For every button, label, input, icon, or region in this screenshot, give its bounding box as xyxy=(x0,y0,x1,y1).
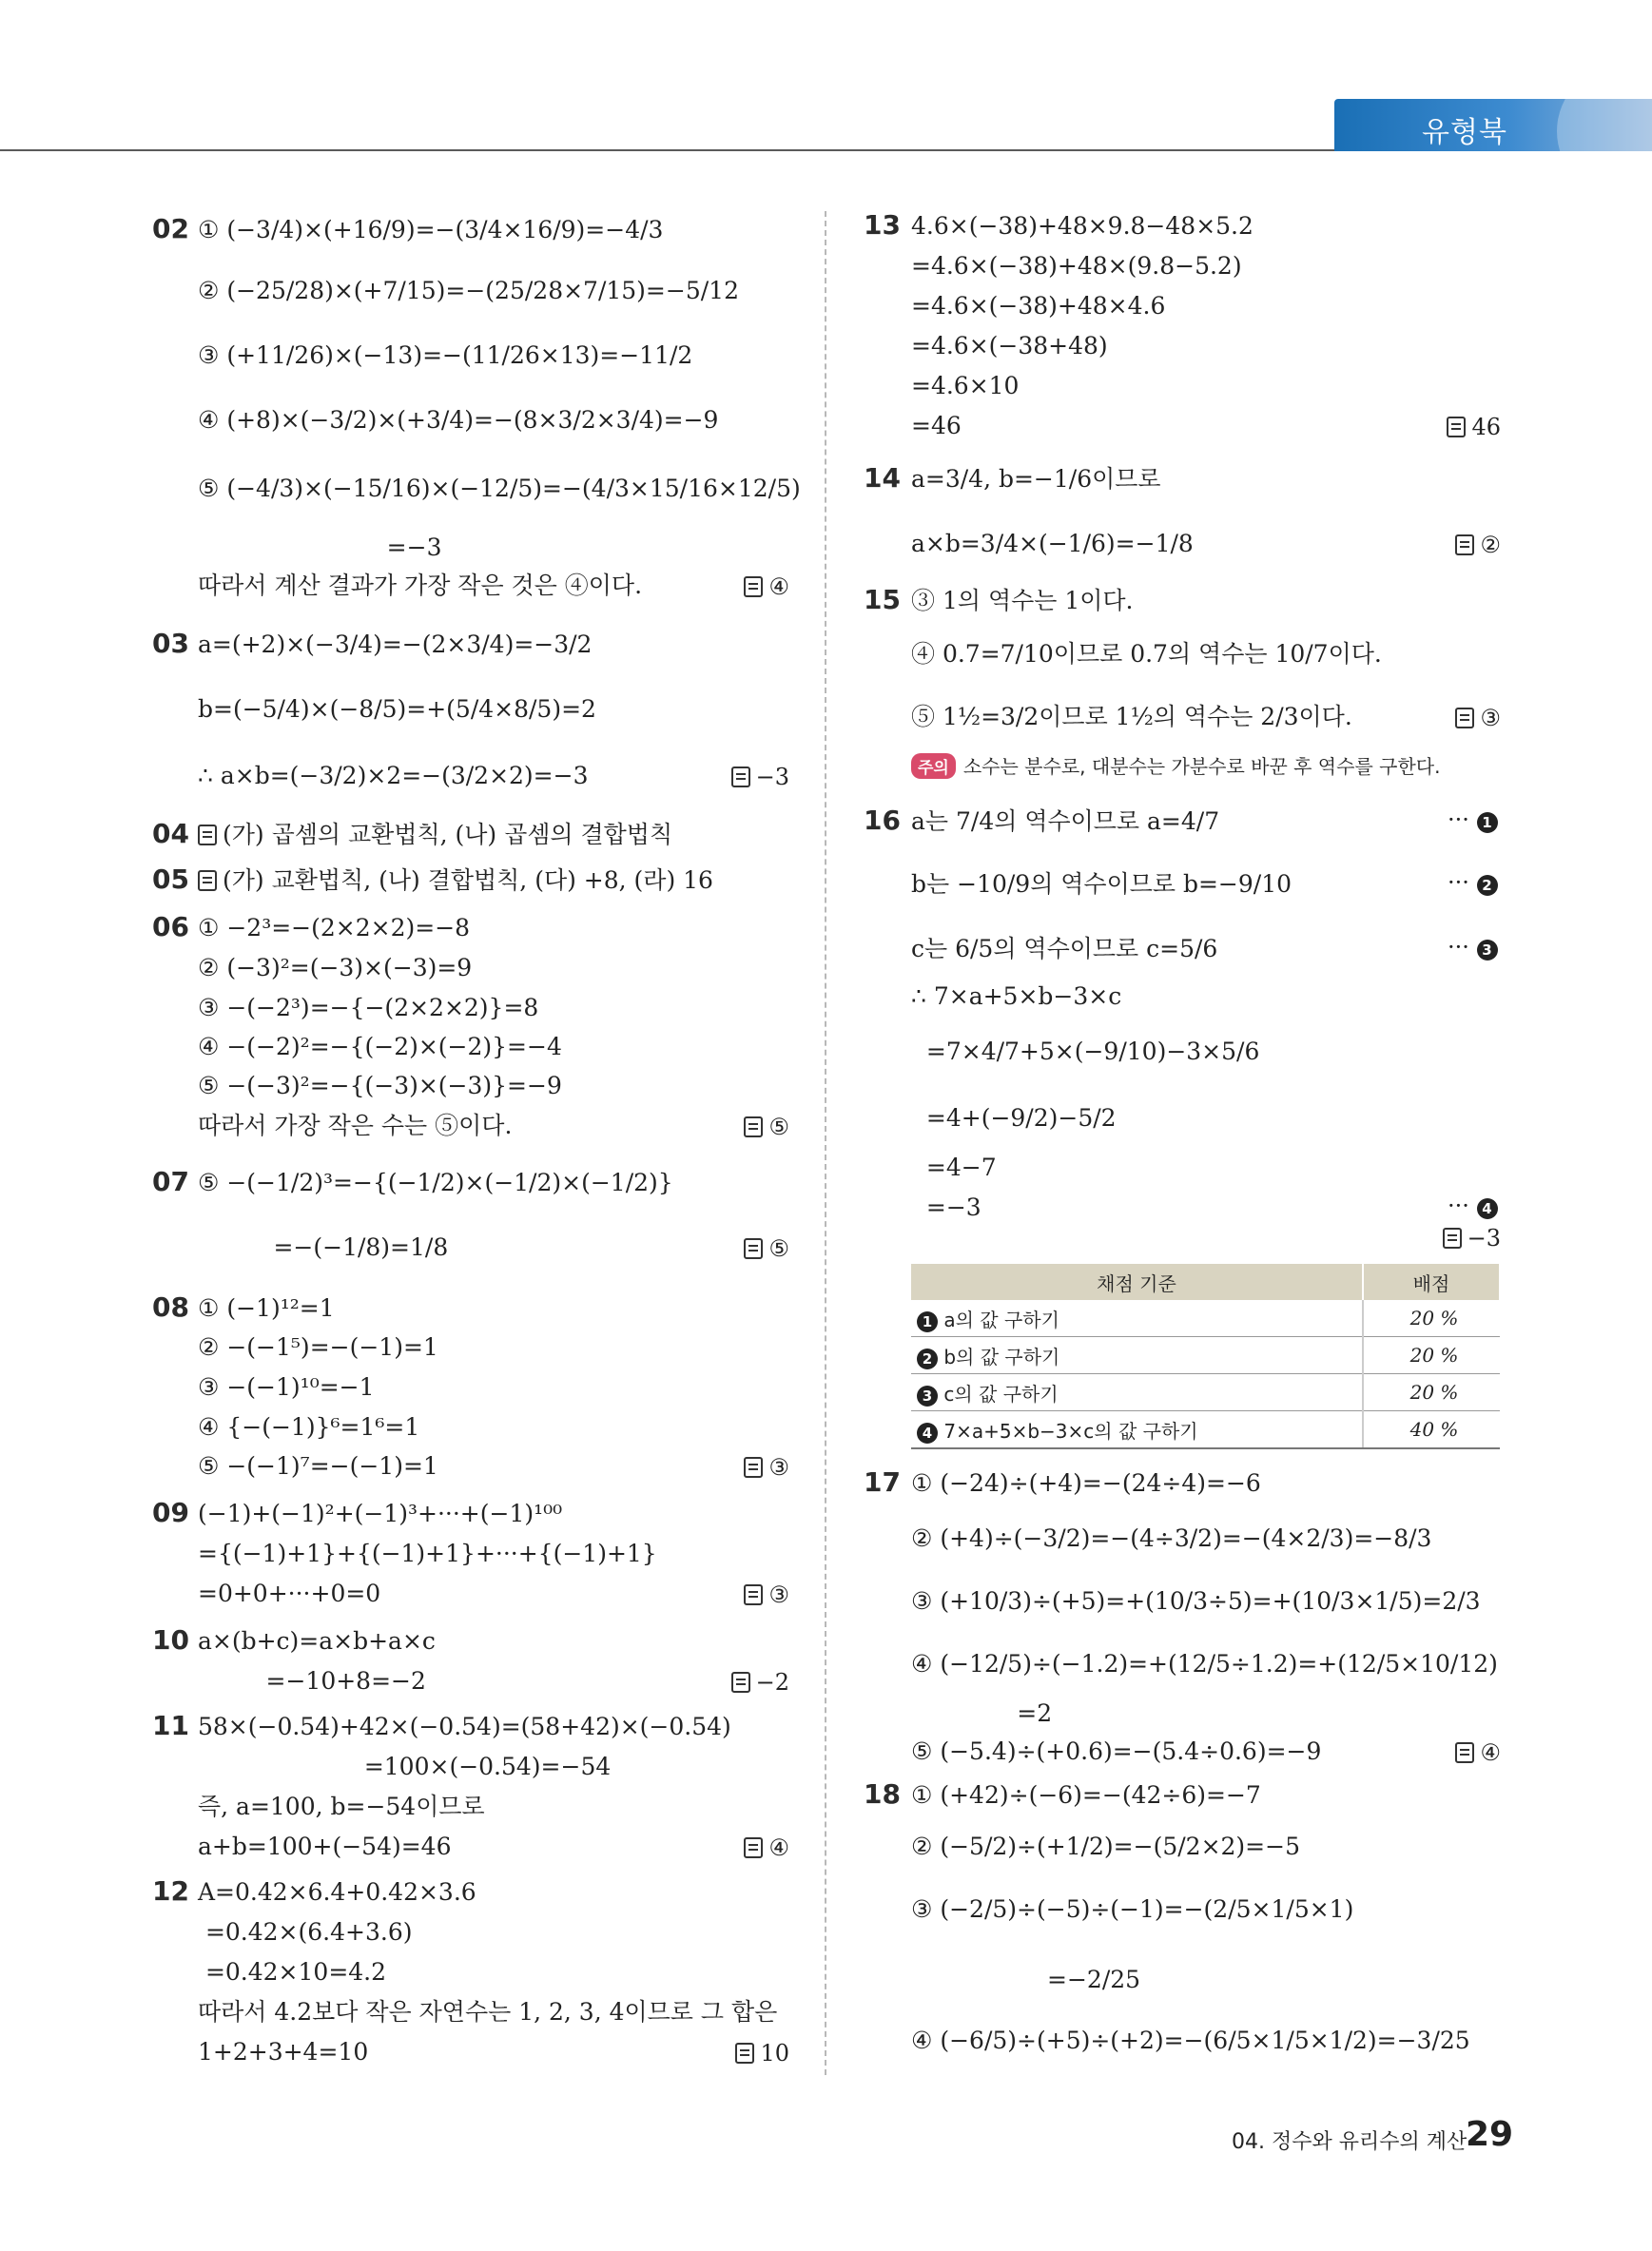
solution-line: =4.6×(−38)+48×4.6 xyxy=(911,292,1166,320)
answer-box xyxy=(744,1235,789,1262)
answer-icon xyxy=(1455,1742,1474,1763)
step-mark-3: ··· 3 xyxy=(1448,934,1498,961)
answer-box xyxy=(731,1669,789,1696)
answer-value: ④ xyxy=(1480,1739,1501,1766)
solution-line: ① (−1)¹²=1 xyxy=(198,1294,335,1322)
answer-icon xyxy=(1447,417,1466,437)
solution-line: =100×(−0.54)=−54 xyxy=(198,1753,612,1780)
grading-row: 2 b의 값 구하기 20 % xyxy=(911,1337,1500,1374)
answer-box xyxy=(744,1834,789,1861)
problem-number: 06 xyxy=(152,911,189,942)
step-mark-2: ··· 2 xyxy=(1448,869,1498,896)
answer-box xyxy=(744,573,789,600)
solution-line: ③ −(−2³)=−{−(2×2×2)}=8 xyxy=(198,994,539,1021)
solution-line: ③ (−2/5)÷(−5)÷(−1)=−(2/5×1/5×1) xyxy=(911,1895,1354,1923)
answer-icon xyxy=(1455,708,1474,728)
answer-value: ⑤ xyxy=(768,1114,789,1140)
solution-line: ∴ a×b=(−3/2)×2=−(3/2×2)=−3 xyxy=(198,762,589,789)
answer-value: ③ xyxy=(1480,705,1501,731)
answer-value: ② xyxy=(1480,532,1501,558)
answer-box xyxy=(744,1114,789,1140)
solution-line: ② (−3)²=(−3)×(−3)=9 xyxy=(198,954,473,981)
solution-line: =0+0+···+0=0 xyxy=(198,1580,381,1607)
grading-row: 3 c의 값 구하기 20 % xyxy=(911,1374,1500,1411)
solution-line: ① (−3/4)×(+16/9)=−(3/4×16/9)=−4/3 xyxy=(198,216,664,243)
answer-icon xyxy=(744,1457,763,1478)
solution-line: ④ (−6/5)÷(+5)÷(+2)=−(6/5×1/5×1/2)=−3/25 xyxy=(911,2027,1470,2054)
solution-line: =4−7 xyxy=(911,1154,997,1181)
answer-icon xyxy=(198,825,217,845)
solution-line: ③ (+10/3)÷(+5)=+(10/3÷5)=+(10/3×1/5)=2/3 xyxy=(911,1587,1481,1615)
solution-line: =4+(−9/2)−5/2 xyxy=(911,1104,1117,1132)
answer-icon xyxy=(744,1584,763,1605)
problem-number: 18 xyxy=(864,1778,901,1810)
solution-line: a+b=100+(−54)=46 xyxy=(198,1833,452,1860)
problem-number: 07 xyxy=(152,1166,189,1197)
step-mark-1: ··· 1 xyxy=(1448,806,1498,833)
solution-line: ② (−5/2)÷(+1/2)=−(5/2×2)=−5 xyxy=(911,1833,1300,1860)
chapter-title: 04. 정수와 유리수의 계산 xyxy=(1232,2130,1467,2154)
grading-row: 4 7×a+5×b−3×c의 값 구하기 40 % xyxy=(911,1411,1500,1449)
solution-line: ={(−1)+1}+{(−1)+1}+···+{(−1)+1} xyxy=(198,1540,657,1567)
problem-number: 15 xyxy=(864,584,901,615)
solution-line: ③ (+11/26)×(−13)=−(11/26×13)=−11/2 xyxy=(198,341,693,369)
solution-line: =−(−1/8)=1/8 xyxy=(198,1233,449,1261)
answer-value: ④ xyxy=(768,573,789,600)
problem-number: 13 xyxy=(864,209,901,241)
solution-line: a는 7/4의 역수이므로 a=4/7 xyxy=(911,807,1220,835)
solution-line: ③ 1의 역수는 1이다. xyxy=(911,587,1134,614)
solution-line: a×(b+c)=a×b+a×c xyxy=(198,1627,436,1655)
solution-line: =7×4/7+5×(−9/10)−3×5/6 xyxy=(911,1038,1260,1065)
note-text: 소수는 분수로, 대분수는 가분수로 바꾼 후 역수를 구한다. xyxy=(962,755,1441,778)
solution-line: A=0.42×6.4+0.42×3.6 xyxy=(198,1878,476,1906)
problem-number: 11 xyxy=(152,1710,189,1741)
answer-value: −2 xyxy=(755,1669,789,1696)
solution-line: 1+2+3+4=10 xyxy=(198,2038,369,2066)
answer-icon xyxy=(1455,534,1474,555)
problem-number: 08 xyxy=(152,1291,189,1323)
answer-icon xyxy=(731,767,750,787)
solution-line: =4.6×(−38)+48×(9.8−5.2) xyxy=(911,252,1242,280)
answer-box xyxy=(744,1454,789,1481)
solution-line: (−1)+(−1)²+(−1)³+···+(−1)¹⁰⁰ xyxy=(198,1500,563,1527)
problem-number: 09 xyxy=(152,1497,189,1528)
solution-line: ⑤ 1½=3/2이므로 1½의 역수는 2/3이다. xyxy=(911,703,1352,730)
solution-line: =−3 xyxy=(911,1193,981,1221)
problem-number: 17 xyxy=(864,1466,901,1498)
answer-icon xyxy=(744,1837,763,1858)
answer-box xyxy=(731,764,789,790)
solution-line: =−2/25 xyxy=(911,1966,1141,1993)
solution-line: 따라서 4.2보다 작은 자연수는 1, 2, 3, 4이므로 그 합은 xyxy=(198,1998,778,2026)
criteria-header: 채점 기준 xyxy=(911,1264,1363,1300)
solution-line: ④ {−(−1)}⁶=1⁶=1 xyxy=(198,1413,420,1441)
solution-line: ② −(−1⁵)=−(−1)=1 xyxy=(198,1333,438,1361)
solution-line: ④ (+8)×(−3/2)×(+3/4)=−(8×3/2×3/4)=−9 xyxy=(198,406,719,434)
points-header: 배점 xyxy=(1363,1264,1500,1300)
problem-number: 05 xyxy=(152,864,189,895)
answer-value: −3 xyxy=(1467,1225,1501,1252)
solution-line: c는 6/5의 역수이므로 c=5/6 xyxy=(911,935,1218,962)
solution-line: ⑤ (−4/3)×(−15/16)×(−12/5)=−(4/3×15/16×12/5) xyxy=(198,475,801,502)
solution-line: ⑤ (−5.4)÷(+0.6)=−(5.4÷0.6)=−9 xyxy=(911,1737,1322,1765)
solution-line: =2 xyxy=(911,1699,1053,1727)
problem-number: 12 xyxy=(152,1875,189,1907)
note-tag: 주의 xyxy=(911,753,956,779)
problem-number: 03 xyxy=(152,628,189,659)
tab-decoration xyxy=(1557,65,1652,198)
answer-box xyxy=(744,1582,789,1608)
problem-number: 14 xyxy=(864,462,901,494)
solution-line: (가) 곱셈의 교환법칙, (나) 곱셈의 결합법칙 xyxy=(198,820,672,850)
answer-box xyxy=(1443,1225,1501,1252)
solution-line: =−3 xyxy=(198,534,442,561)
solution-line: ④ (−12/5)÷(−1.2)=+(12/5÷1.2)=+(12/5×10/12) xyxy=(911,1650,1498,1678)
note-15 xyxy=(911,751,1440,779)
solution-line: ① (+42)÷(−6)=−(42÷6)=−7 xyxy=(911,1781,1261,1809)
grading-row: 1 a의 값 구하기 20 % xyxy=(911,1300,1500,1337)
section-tab xyxy=(1334,99,1652,151)
answer-box xyxy=(735,2040,789,2067)
answer-icon xyxy=(744,1116,763,1137)
solution-line: ② (+4)÷(−3/2)=−(4÷3/2)=−(4×2/3)=−8/3 xyxy=(911,1524,1432,1552)
solution-line: 따라서 가장 작은 수는 ⑤이다. xyxy=(198,1112,513,1139)
answer-value: −3 xyxy=(755,764,789,790)
answer-value: 46 xyxy=(1471,414,1501,440)
solution-line: 4.6×(−38)+48×9.8−48×5.2 xyxy=(911,212,1254,240)
answer-icon xyxy=(744,576,763,597)
solution-line: ⑤ −(−3)²=−{(−3)×(−3)}=−9 xyxy=(198,1072,562,1099)
solution-line: ② (−25/28)×(+7/15)=−(25/28×7/15)=−5/12 xyxy=(198,277,739,304)
solution-line: =4.6×(−38+48) xyxy=(911,332,1108,359)
solution-line: =4.6×10 xyxy=(911,372,1020,399)
problem-number: 10 xyxy=(152,1624,189,1656)
solution-line: =46 xyxy=(911,412,962,439)
solution-line: =0.42×10=4.2 xyxy=(198,1958,387,1986)
solution-line: ① (−24)÷(+4)=−(24÷4)=−6 xyxy=(911,1469,1261,1497)
answer-icon xyxy=(198,870,217,891)
answer-icon xyxy=(1443,1228,1462,1249)
column-divider xyxy=(825,211,826,2075)
answer-box xyxy=(1455,532,1501,558)
solution-line: ⑤ −(−1)⁷=−(−1)=1 xyxy=(198,1452,438,1480)
answer-icon xyxy=(744,1238,763,1259)
solution-line: 58×(−0.54)+42×(−0.54)=(58+42)×(−0.54) xyxy=(198,1713,731,1740)
problem-number: 16 xyxy=(864,805,901,836)
grading-header xyxy=(911,1264,1500,1300)
answer-value: 10 xyxy=(760,2040,789,2067)
solution-line: b는 −10/9의 역수이므로 b=−9/10 xyxy=(911,870,1292,898)
answer-value: ④ xyxy=(768,1834,789,1861)
answer-box xyxy=(1455,705,1501,731)
answer-box xyxy=(1455,1739,1501,1766)
answer-value: ③ xyxy=(768,1454,789,1481)
solution-line: =0.42×(6.4+3.6) xyxy=(198,1918,413,1946)
problem-number: 02 xyxy=(152,213,189,244)
solution-line: (가) 교환법칙, (나) 결합법칙, (다) +8, (라) 16 xyxy=(198,865,713,896)
solution-line: ③ −(−1)¹⁰=−1 xyxy=(198,1373,375,1401)
answer-value: ⑤ xyxy=(768,1235,789,1262)
problem-number: 04 xyxy=(152,818,189,849)
grading-table xyxy=(911,1264,1501,1449)
solution-line: 따라서 계산 결과가 가장 작은 것은 ④이다. xyxy=(198,572,643,599)
solution-line: a=3/4, b=−1/6이므로 xyxy=(911,465,1161,493)
solution-line: =−10+8=−2 xyxy=(198,1667,426,1695)
section-tab-label: 유형북 xyxy=(1422,116,1507,149)
page-number: 29 xyxy=(1466,2115,1514,2154)
solution-line: ⑤ −(−1/2)³=−{(−1/2)×(−1/2)×(−1/2)} xyxy=(198,1169,673,1196)
solution-line: 즉, a=100, b=−54이므로 xyxy=(198,1793,485,1820)
answer-icon xyxy=(735,2043,754,2064)
solution-line: ① −2³=−(2×2×2)=−8 xyxy=(198,914,471,941)
solution-line: ∴ 7×a+5×b−3×c xyxy=(911,982,1122,1010)
solution-line: a=(+2)×(−3/4)=−(2×3/4)=−3/2 xyxy=(198,631,593,658)
answer-box xyxy=(1447,414,1501,440)
step-mark-4: ··· 4 xyxy=(1448,1193,1498,1219)
solution-line: b=(−5/4)×(−8/5)=+(5/4×8/5)=2 xyxy=(198,695,596,723)
solution-line: a×b=3/4×(−1/6)=−1/8 xyxy=(911,530,1194,557)
solution-line: ④ −(−2)²=−{(−2)×(−2)}=−4 xyxy=(198,1033,562,1060)
solution-line: ④ 0.7=7/10이므로 0.7의 역수는 10/7이다. xyxy=(911,640,1382,668)
answer-icon xyxy=(731,1672,750,1693)
answer-value: ③ xyxy=(768,1582,789,1608)
